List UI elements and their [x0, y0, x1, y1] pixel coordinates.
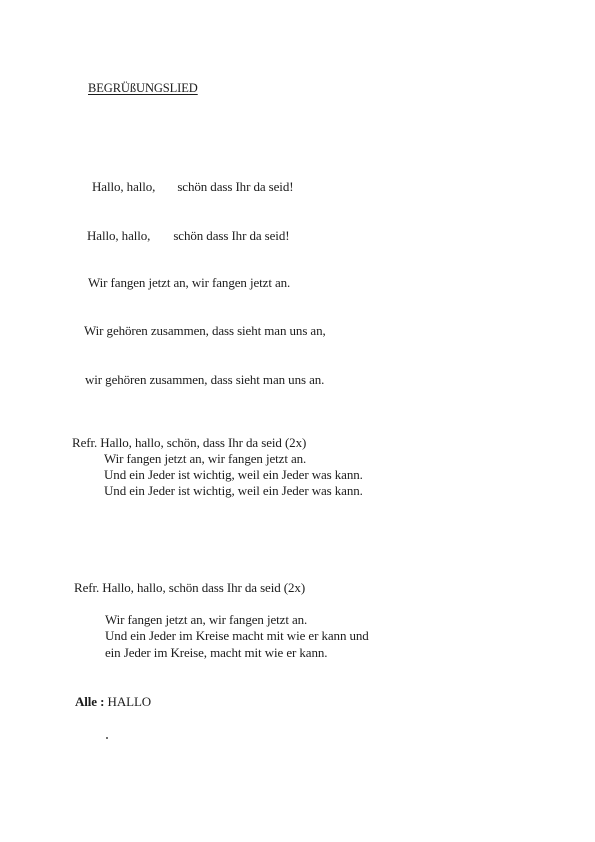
- refrain-2-first-line: Refr. Hallo, hallo, schön dass Ihr da seid (2x): [74, 580, 306, 595]
- refrain-1-line-4: Und ein Jeder ist wichtig, weil ein Jeder was kann.: [104, 483, 363, 498]
- verse-line-1-part-b: schön dass Ihr da seid!: [177, 179, 294, 194]
- alle-text: HALLO: [107, 694, 152, 709]
- refrain-2-line-2: Wir fangen jetzt an, wir fangen jetzt an.: [105, 612, 308, 627]
- verse-line-5: wir gehören zusammen, dass sieht man uns an.: [85, 372, 325, 387]
- song-title: BEGRÜßUNGSLIED: [88, 81, 198, 95]
- refrain-2-line-3: Und ein Jeder im Kreise macht mit wie er kann und: [105, 628, 369, 643]
- alle-line: [75, 694, 151, 710]
- verse-line-1: [92, 179, 293, 195]
- verse-line-2-part-b: schön dass Ihr da seid!: [173, 228, 290, 243]
- alle-label: Alle :: [75, 694, 105, 709]
- verse-line-3: Wir fangen jetzt an, wir fangen jetzt an.: [88, 275, 291, 290]
- verse-line-4: Wir gehören zusammen, dass sieht man uns an,: [84, 323, 326, 338]
- verse-line-1-part-a: Hallo, hallo,: [92, 179, 156, 194]
- refrain-1-line-3: Und ein Jeder ist wichtig, weil ein Jeder was kann.: [104, 467, 363, 482]
- refrain-1-first-line: Refr. Hallo, hallo, schön, dass Ihr da seid (2x): [72, 435, 307, 450]
- refrain-2-line-4: ein Jeder im Kreise, macht mit wie er kann.: [105, 645, 328, 660]
- scan-speck: [106, 737, 108, 739]
- refrain-1-line-2: Wir fangen jetzt an, wir fangen jetzt an.: [104, 451, 307, 466]
- verse-line-2-part-a: Hallo, hallo,: [87, 228, 151, 243]
- verse-line-2: [87, 228, 289, 244]
